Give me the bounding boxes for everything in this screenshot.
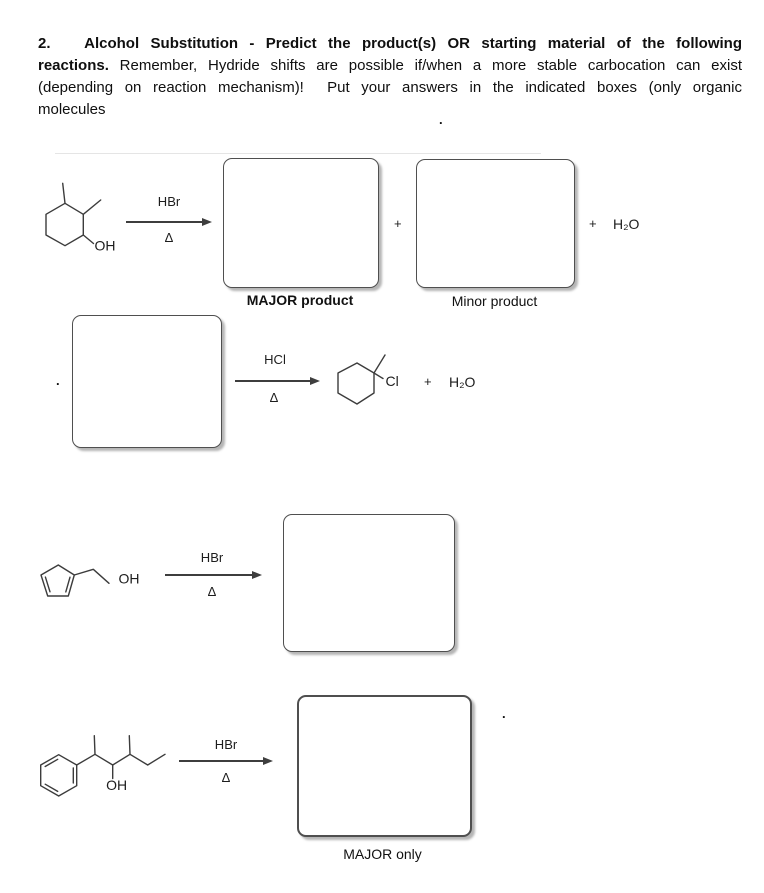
reaction-arrow-3 [165, 571, 262, 579]
arrow-shaft [235, 380, 312, 381]
alkyl-chain-bond [77, 754, 165, 765]
reaction-arrow-2 [235, 377, 320, 385]
faint-scan-line [55, 153, 541, 154]
question-line-4: molecules [38, 101, 106, 118]
answer-box-reaction-3[interactable] [283, 514, 455, 652]
arrow-shaft [126, 221, 204, 222]
answer-box-major-product[interactable] [223, 158, 379, 288]
plus-sign: + [424, 374, 432, 389]
question-line-2-rest: Remember, Hydride shifts are possible if/when a more stable carbocation can exist [108, 57, 742, 74]
substrate-structure-methylphenylhexanol [24, 728, 184, 803]
benzene-double-bond-inner-line [45, 759, 58, 766]
benzene-ring [41, 755, 77, 796]
arrow-shaft [179, 760, 265, 761]
stray-period: . [502, 706, 506, 721]
question-line-3: (depending on reaction mechanism)! Put your answers in the indicated boxes (only organic [38, 79, 742, 96]
reagent-label-hbr-4: HBr [214, 737, 238, 752]
reagent-label-hcl: HCl [264, 352, 286, 367]
delta-heat-label-2: Δ [269, 390, 279, 405]
ethanol-chain-bond [74, 569, 109, 583]
product-structure-chloromethylcyclohexane [330, 345, 420, 415]
arrow-head-icon [310, 377, 320, 385]
major-only-caption: MAJOR only [343, 846, 422, 862]
methyl-bond [129, 736, 130, 755]
minor-product-caption: Minor product [451, 293, 538, 309]
cyclohexane-ring [338, 363, 374, 404]
substrate-structure-dimethylcyclohexanol [30, 175, 130, 260]
cyclohexane-ring [46, 203, 83, 245]
arrow-head-icon [263, 757, 273, 765]
oh-label: OH [94, 237, 116, 254]
answer-box-starting-material[interactable] [72, 315, 222, 448]
answer-box-major-only[interactable] [297, 695, 472, 837]
reaction-arrow-4 [179, 757, 273, 765]
reagent-label-hbr-1: HBr [157, 194, 181, 209]
stray-period: . [439, 112, 443, 127]
methyl-bond [83, 200, 100, 214]
double-bond-inner-line [66, 577, 70, 592]
cl-label: Cl [385, 373, 399, 389]
question-text [38, 33, 742, 121]
water-formula-2: H₂O [449, 374, 476, 390]
question-line-1: 2. Alcohol Substitution - Predict the product(s) OR starting material of the following [38, 35, 742, 52]
delta-heat-label-3: Δ [207, 584, 217, 599]
hydroxyl-bond [83, 235, 93, 244]
oh-label: OH [118, 570, 140, 587]
methyl-bond [94, 736, 95, 755]
reaction-arrow-1 [126, 218, 212, 226]
major-product-caption: MAJOR product [246, 292, 354, 308]
substrate-structure-cyclopentadienyl-ethanol [28, 548, 150, 606]
stray-period: . [56, 373, 60, 388]
plus-sign: + [394, 216, 402, 231]
answer-box-minor-product[interactable] [416, 159, 575, 288]
oh-label: OH [106, 777, 128, 793]
arrow-shaft [165, 574, 254, 575]
question-line-2-bold: reactions. [38, 57, 109, 74]
water-formula-1: H₂O [613, 216, 640, 232]
delta-heat-label-1: Δ [164, 230, 174, 245]
benzene-double-bond-inner-line [45, 784, 58, 791]
plus-sign: + [589, 216, 597, 231]
chloro-bond [374, 373, 383, 379]
question-line-2 [38, 55, 742, 77]
arrow-head-icon [252, 571, 262, 579]
methyl-bond [374, 355, 385, 373]
arrow-head-icon [202, 218, 212, 226]
reagent-label-hbr-3: HBr [200, 550, 224, 565]
delta-heat-label-4: Δ [221, 770, 231, 785]
methyl-bond [63, 183, 65, 203]
